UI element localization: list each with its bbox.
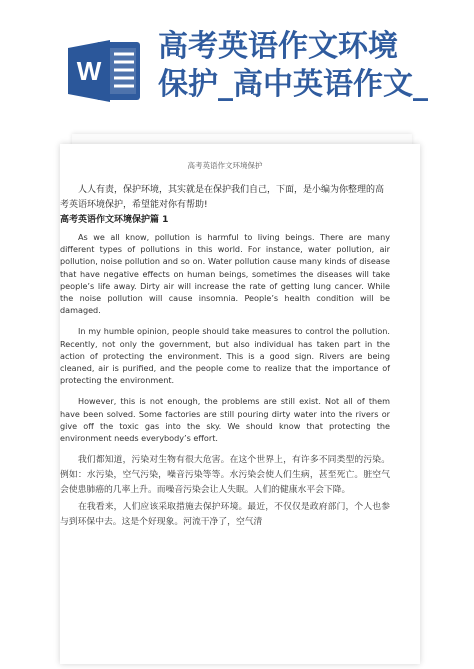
section-heading: 高考英语作文环境保护篇 1 bbox=[60, 215, 169, 225]
english-paragraph-3: However, this is not enough, the problems are still exist. Not all of them have been solved. Some factories are still pouring dirty water into the rivers or give off the toxic gas into the sky. We should know that protecting the environment needs everybody’s effort. bbox=[60, 396, 390, 444]
title-banner bbox=[0, 0, 474, 140]
title-line-1: 高考英语作文环境 bbox=[158, 29, 398, 64]
english-paragraph-2: In my humble opinion, people should take measures to control the pollution. Recently, not only the government, but also individual has taken part in the action of protecting the environment. This is a good sign. Rivers are being cleaned, air is purified, and the people come to realize that the importance of protecting the environment. bbox=[60, 326, 390, 386]
word-logo-letter: W bbox=[76, 56, 102, 86]
title-line-2: 保护_高中英语作文_ bbox=[158, 67, 428, 102]
document-body bbox=[60, 160, 390, 532]
word-document-icon bbox=[66, 38, 144, 104]
document-header: 高考英语作文环境保护 bbox=[187, 161, 263, 170]
page-title bbox=[158, 28, 468, 104]
chinese-paragraph-1: 我们都知道，污染对生物有很大危害。在这个世界上，有许多不同类型的污染。例如：水污染，空气污染，噪音污染等等。水污染会使人们生病，甚至死亡。脏空气会使患肺癌的几率上升。而噪音污染会让人失眠。人们的健康水平会下降。 bbox=[60, 455, 390, 496]
intro-paragraph: 人人有责，保护环境，其实就是在保护我们自己，下面，是小编为你整理的高考英语环境保护，希望能对你有帮助! bbox=[60, 185, 385, 210]
chinese-paragraph-2: 在我看来，人们应该采取措施去保护环境。最近，不仅仅是政府部门，个人也参与到环保中去。这是个好现象。河流干净了，空气清 bbox=[60, 502, 390, 528]
english-paragraph-1: As we all know, pollution is harmful to living beings. There are many different types of pollutions in this world. For instance, water pollution, air pollution, noise pollution and so on. Water pollution cause many kinds of disease that have negative effects on human beings, sometimes the diseases will take people’s life away. Dirty air will increase the rate of getting lung cancer. While the noise pollution will cause insomnia. People’s health condition will be damaged. bbox=[60, 232, 390, 316]
